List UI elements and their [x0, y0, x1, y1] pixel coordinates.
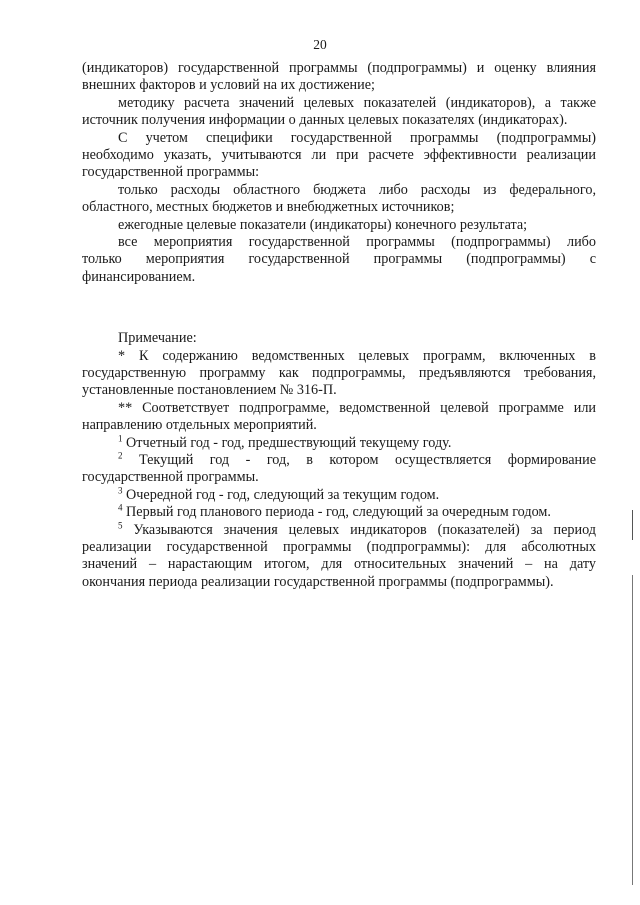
scan-artifact — [632, 575, 633, 885]
note-line-text: Указываются значения целевых индикаторов (показателей) за период — [133, 521, 596, 538]
note-line-text: государственную программу как подпрограммы, предъявляются требования, — [82, 364, 596, 381]
paragraph-line — [82, 234, 596, 251]
paragraph-line — [82, 269, 596, 286]
paragraph-line — [82, 182, 596, 199]
page-number: 20 — [313, 37, 327, 52]
paragraph-line-text: ежегодные целевые показатели (индикаторы) конечного результата; — [118, 216, 528, 233]
document-body — [82, 60, 596, 591]
note-line — [82, 469, 596, 486]
paragraph-line — [82, 77, 596, 94]
paragraph-line — [82, 130, 596, 147]
note-line-text: * К содержанию ведомственных целевых программ, включенных в — [118, 347, 596, 364]
paragraph-line-text: государственной программы: — [82, 164, 260, 181]
paragraph — [82, 217, 596, 234]
paragraph-line-text: необходимо указать, учитываются ли при расчете эффективности реализации — [82, 146, 596, 163]
paragraph-line — [82, 112, 596, 129]
note-line — [82, 574, 596, 591]
paragraph-line — [82, 217, 596, 234]
note-line-text: Текущий год - год, в котором осуществляется формирование — [138, 451, 596, 468]
paragraph — [82, 234, 596, 286]
footnote-marker: 2 — [118, 451, 123, 461]
note-line — [82, 539, 596, 556]
paragraph-line-text: только мероприятия государственной программы (подпрограммы) с — [82, 251, 596, 268]
note-line-text: направлению отдельных мероприятий. — [82, 417, 317, 434]
paragraph-line-text: все мероприятия государственной программы (подпрограммы) либо — [118, 233, 596, 250]
note-item — [82, 504, 596, 521]
paragraph-line-text: областного, местных бюджетов и внебюджетных источников; — [82, 199, 455, 216]
note-item — [82, 452, 596, 487]
paragraph-line — [82, 251, 596, 268]
note-line-text: значений – нарастающим итогом, для относительных значений – на дату — [82, 556, 596, 573]
paragraph — [82, 130, 596, 182]
footnote-marker: 5 — [118, 521, 123, 530]
body-paragraphs — [82, 60, 596, 286]
note-line — [82, 348, 596, 365]
paragraph-line-text: только расходы областного бюджета либо расходы из федерального, — [118, 181, 596, 198]
note-line — [82, 400, 596, 417]
footnote-marker: 4 — [118, 502, 123, 513]
note-line-text: установленные постановлением № 316-П. — [82, 382, 337, 399]
note-line — [82, 556, 596, 573]
note-item — [82, 348, 596, 400]
note-line — [82, 522, 596, 539]
note-line-text: ** Соответствует подпрограмме, ведомственной целевой программе или — [118, 399, 596, 416]
note-item — [82, 487, 596, 504]
scan-artifact — [632, 510, 633, 540]
note-line-text: Отчетный год - год, предшествующий текущему году. — [126, 434, 452, 451]
note-line — [82, 365, 596, 382]
note-line-text: Первый год планового периода - год, следующий за очередным годом. — [126, 504, 551, 521]
note-line — [82, 504, 596, 521]
paragraph-line — [82, 164, 596, 181]
paragraph-line-text: методику расчета значений целевых показателей (индикаторов), а также — [118, 94, 596, 111]
paragraph-line-text: С учетом специфики государственной программы (подпрограммы) — [118, 129, 596, 146]
paragraph-line — [82, 199, 596, 216]
note-line — [82, 417, 596, 434]
note-line — [82, 382, 596, 399]
footnote-marker: 3 — [118, 485, 123, 496]
note-line-text: Очередной год - год, следующий за текущим годом. — [126, 486, 440, 503]
paragraph-line-text: внешних факторов и условий на их достижение; — [82, 77, 375, 94]
note-line — [82, 487, 596, 504]
paragraph — [82, 95, 596, 130]
note-line-text: государственной программы. — [82, 469, 259, 486]
paragraph-line-text: (индикаторов) государственной программы (подпрограммы) и оценку влияния — [82, 60, 596, 76]
note-item — [82, 522, 596, 592]
note-line — [82, 452, 596, 469]
paragraph-line — [82, 147, 596, 164]
paragraph — [82, 182, 596, 217]
paragraph-line-text: источник получения информации о данных целевых показателях (индикаторах). — [82, 112, 568, 129]
paragraph-line — [82, 95, 596, 112]
note-item — [82, 432, 596, 452]
note-line — [82, 432, 596, 452]
note-line-text: реализации государственной программы (подпрограммы): для абсолютных — [82, 538, 596, 555]
note-title: Примечание: — [118, 330, 197, 347]
notes-list — [82, 348, 596, 592]
paragraph-line — [82, 60, 596, 77]
paragraph-line-text: финансированием. — [82, 268, 196, 285]
footnote-marker: 1 — [118, 432, 123, 443]
paragraph — [82, 60, 596, 95]
note-line-text: окончания периода реализации государственной программы (подпрограммы). — [82, 573, 554, 590]
note-item — [82, 400, 596, 435]
